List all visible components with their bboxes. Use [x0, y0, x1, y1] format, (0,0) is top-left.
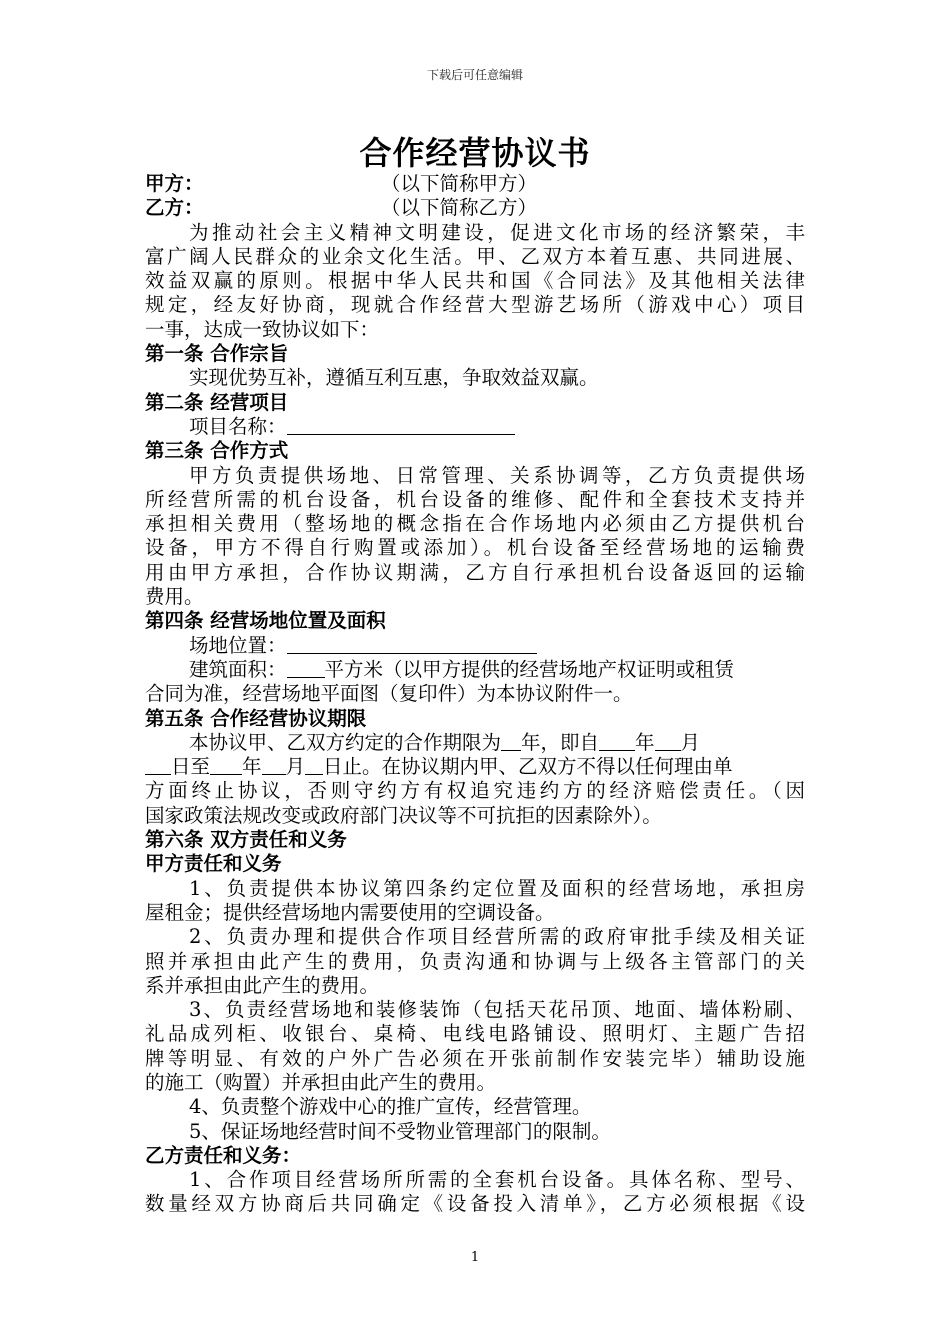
party-b-line	[145, 196, 805, 220]
page-number: 1	[470, 1250, 480, 1265]
article-3-line: 用由甲方承担，合作协议期满，乙方自行承担机台设备返回的运输	[145, 560, 805, 584]
party-a-note: （以下简称甲方）	[381, 172, 538, 195]
header-note: 下载后可任意编辑	[426, 68, 523, 82]
document-title: 合作经营协议书	[359, 134, 591, 172]
term-text: 本协议甲、乙双方约定的合作期限为	[189, 730, 502, 754]
start-day-blank[interactable]	[145, 755, 171, 775]
preamble-line: 规定，经友好协商，现就合作经营大型游艺场所（游戏中心）项目	[145, 293, 805, 317]
term-line-1	[145, 731, 805, 755]
article-3-line: 所经营所需的机台设备，机台设备的维修、配件和全套技术支持并	[145, 487, 805, 511]
party-a-duty-line: 1、负责提供本协议第四条约定位置及面积的经营场地，承担房	[189, 876, 805, 900]
party-b-duty-line: 1、合作项目经营场所所需的全套机台设备。具体名称、型号、	[189, 1168, 805, 1192]
term-text: 月	[285, 755, 306, 779]
term-line-3: 方面终止协议，否则守约方有权追究违约方的经济赔偿责任。（因	[145, 779, 805, 803]
article-6-heading: 第六条 双方责任和义务	[145, 828, 347, 852]
party-a-duty-line: 照并承担由此产生的费用，负责沟通和协调与上级各主管部门的关	[145, 949, 805, 973]
term-text: 年	[635, 730, 655, 754]
party-a-duty-line: 牌等明显、有效的户外广告必须在开张前制作安装完毕）辅助设施	[145, 1046, 805, 1070]
article-1-heading: 第一条 合作宗旨	[145, 342, 289, 366]
preamble-line: 富广阔人民群众的业余文化生活。甲、乙双方本着互惠、共同进展、	[145, 244, 805, 268]
party-a-duty-line: 系并承担由此产生的费用。	[145, 973, 380, 997]
article-3-heading: 第三条 合作方式	[145, 439, 289, 463]
article-3-line: 承担相关费用（整场地的概念指在合作场地内必须由乙方提供机台	[145, 512, 805, 536]
article-4-heading: 第四条 经营场地位置及面积	[145, 609, 386, 633]
party-a-duty-line: 的施工（购置）并承担由此产生的费用。	[145, 1070, 497, 1094]
party-b-note: （以下简称乙方）	[381, 196, 538, 220]
area-label: 建筑面积：	[189, 657, 287, 681]
area-text: 平方米（以甲方提供的经营场地产权证明或租赁	[324, 657, 735, 681]
party-a-label: 甲方：	[145, 172, 204, 195]
area-line-2: 合同为准，经营场地平面图（复印件）为本协议附件一。	[145, 682, 633, 706]
term-years-blank[interactable]	[501, 731, 521, 751]
location-line	[145, 634, 805, 658]
project-name-blank[interactable]	[287, 415, 515, 435]
end-month-blank[interactable]	[262, 755, 286, 775]
party-b-label: 乙方：	[145, 196, 204, 220]
end-year-blank[interactable]	[210, 755, 242, 775]
area-line	[145, 658, 805, 682]
party-a-duty-line: 2、负责办理和提供合作项目经营所需的政府审批手续及相关证	[189, 925, 805, 949]
term-line-4: 国家政策法规改变或政府部门决议等不可抗拒的因素除外）。	[145, 803, 662, 827]
term-text: 日至	[171, 755, 211, 779]
term-line-2	[145, 755, 805, 779]
party-a-duties-heading: 甲方责任和义务	[145, 852, 282, 876]
start-month-blank[interactable]	[655, 731, 681, 751]
term-text: 年，即自	[521, 730, 600, 754]
document-body	[145, 172, 805, 1217]
party-a-duty-line: 礼品成列柜、收银台、桌椅、电线电路铺设、照明灯、主题广告招	[145, 1022, 805, 1046]
area-blank[interactable]	[287, 658, 325, 678]
article-3-line: 设备，甲方不得自行购置或添加）。机台设备至经营场地的运输费	[145, 536, 805, 560]
term-text: 月	[680, 730, 701, 754]
article-1-text: 实现优势互补，遵循互利互惠，争取效益双赢。	[189, 366, 599, 390]
preamble-line: 为推动社会主义精神文明建设，促进文化市场的经济繁荣，丰	[189, 220, 805, 244]
article-5-heading: 第五条 合作经营协议期限	[145, 706, 367, 730]
preamble-line: 一事，达成一致协议如下：	[145, 317, 380, 341]
article-2-heading: 第二条 经营项目	[145, 390, 289, 414]
end-day-blank[interactable]	[305, 755, 323, 775]
party-a-duty-line: 5、保证场地经营时间不受物业管理部门的限制。	[189, 1119, 611, 1143]
party-a-duty-line: 屋租金；提供经营场地内需要使用的空调设备。	[145, 900, 555, 924]
preamble-line: 效益双赢的原则。根据中华人民共和国《合同法》及其他相关法律	[145, 269, 805, 293]
project-name-line	[145, 415, 805, 439]
party-b-duty-line: 数量经双方协商后共同确定《设备投入清单》，乙方必须根据《设	[145, 1192, 805, 1216]
location-blank[interactable]	[287, 634, 537, 654]
start-year-blank[interactable]	[599, 731, 635, 751]
term-text: 年	[242, 755, 262, 779]
project-name-label: 项目名称：	[189, 414, 287, 438]
party-a-duty-line: 3、负责经营场地和装修装饰（包括天花吊顶、地面、墙体粉刷、	[189, 998, 805, 1022]
term-text: 日止。在协议期内甲、乙双方不得以任何理由单	[323, 755, 733, 779]
article-3-line: 甲方负责提供场地、日常管理、关系协调等，乙方负责提供场	[189, 463, 805, 487]
party-a-line	[145, 172, 805, 196]
party-b-duties-heading: 乙方责任和义务：	[145, 1143, 302, 1167]
location-label: 场地位置：	[189, 633, 287, 657]
party-a-duty-line: 4、负责整个游戏中心的推广宣传，经营管理。	[189, 1095, 592, 1119]
article-3-line: 费用。	[145, 585, 204, 609]
